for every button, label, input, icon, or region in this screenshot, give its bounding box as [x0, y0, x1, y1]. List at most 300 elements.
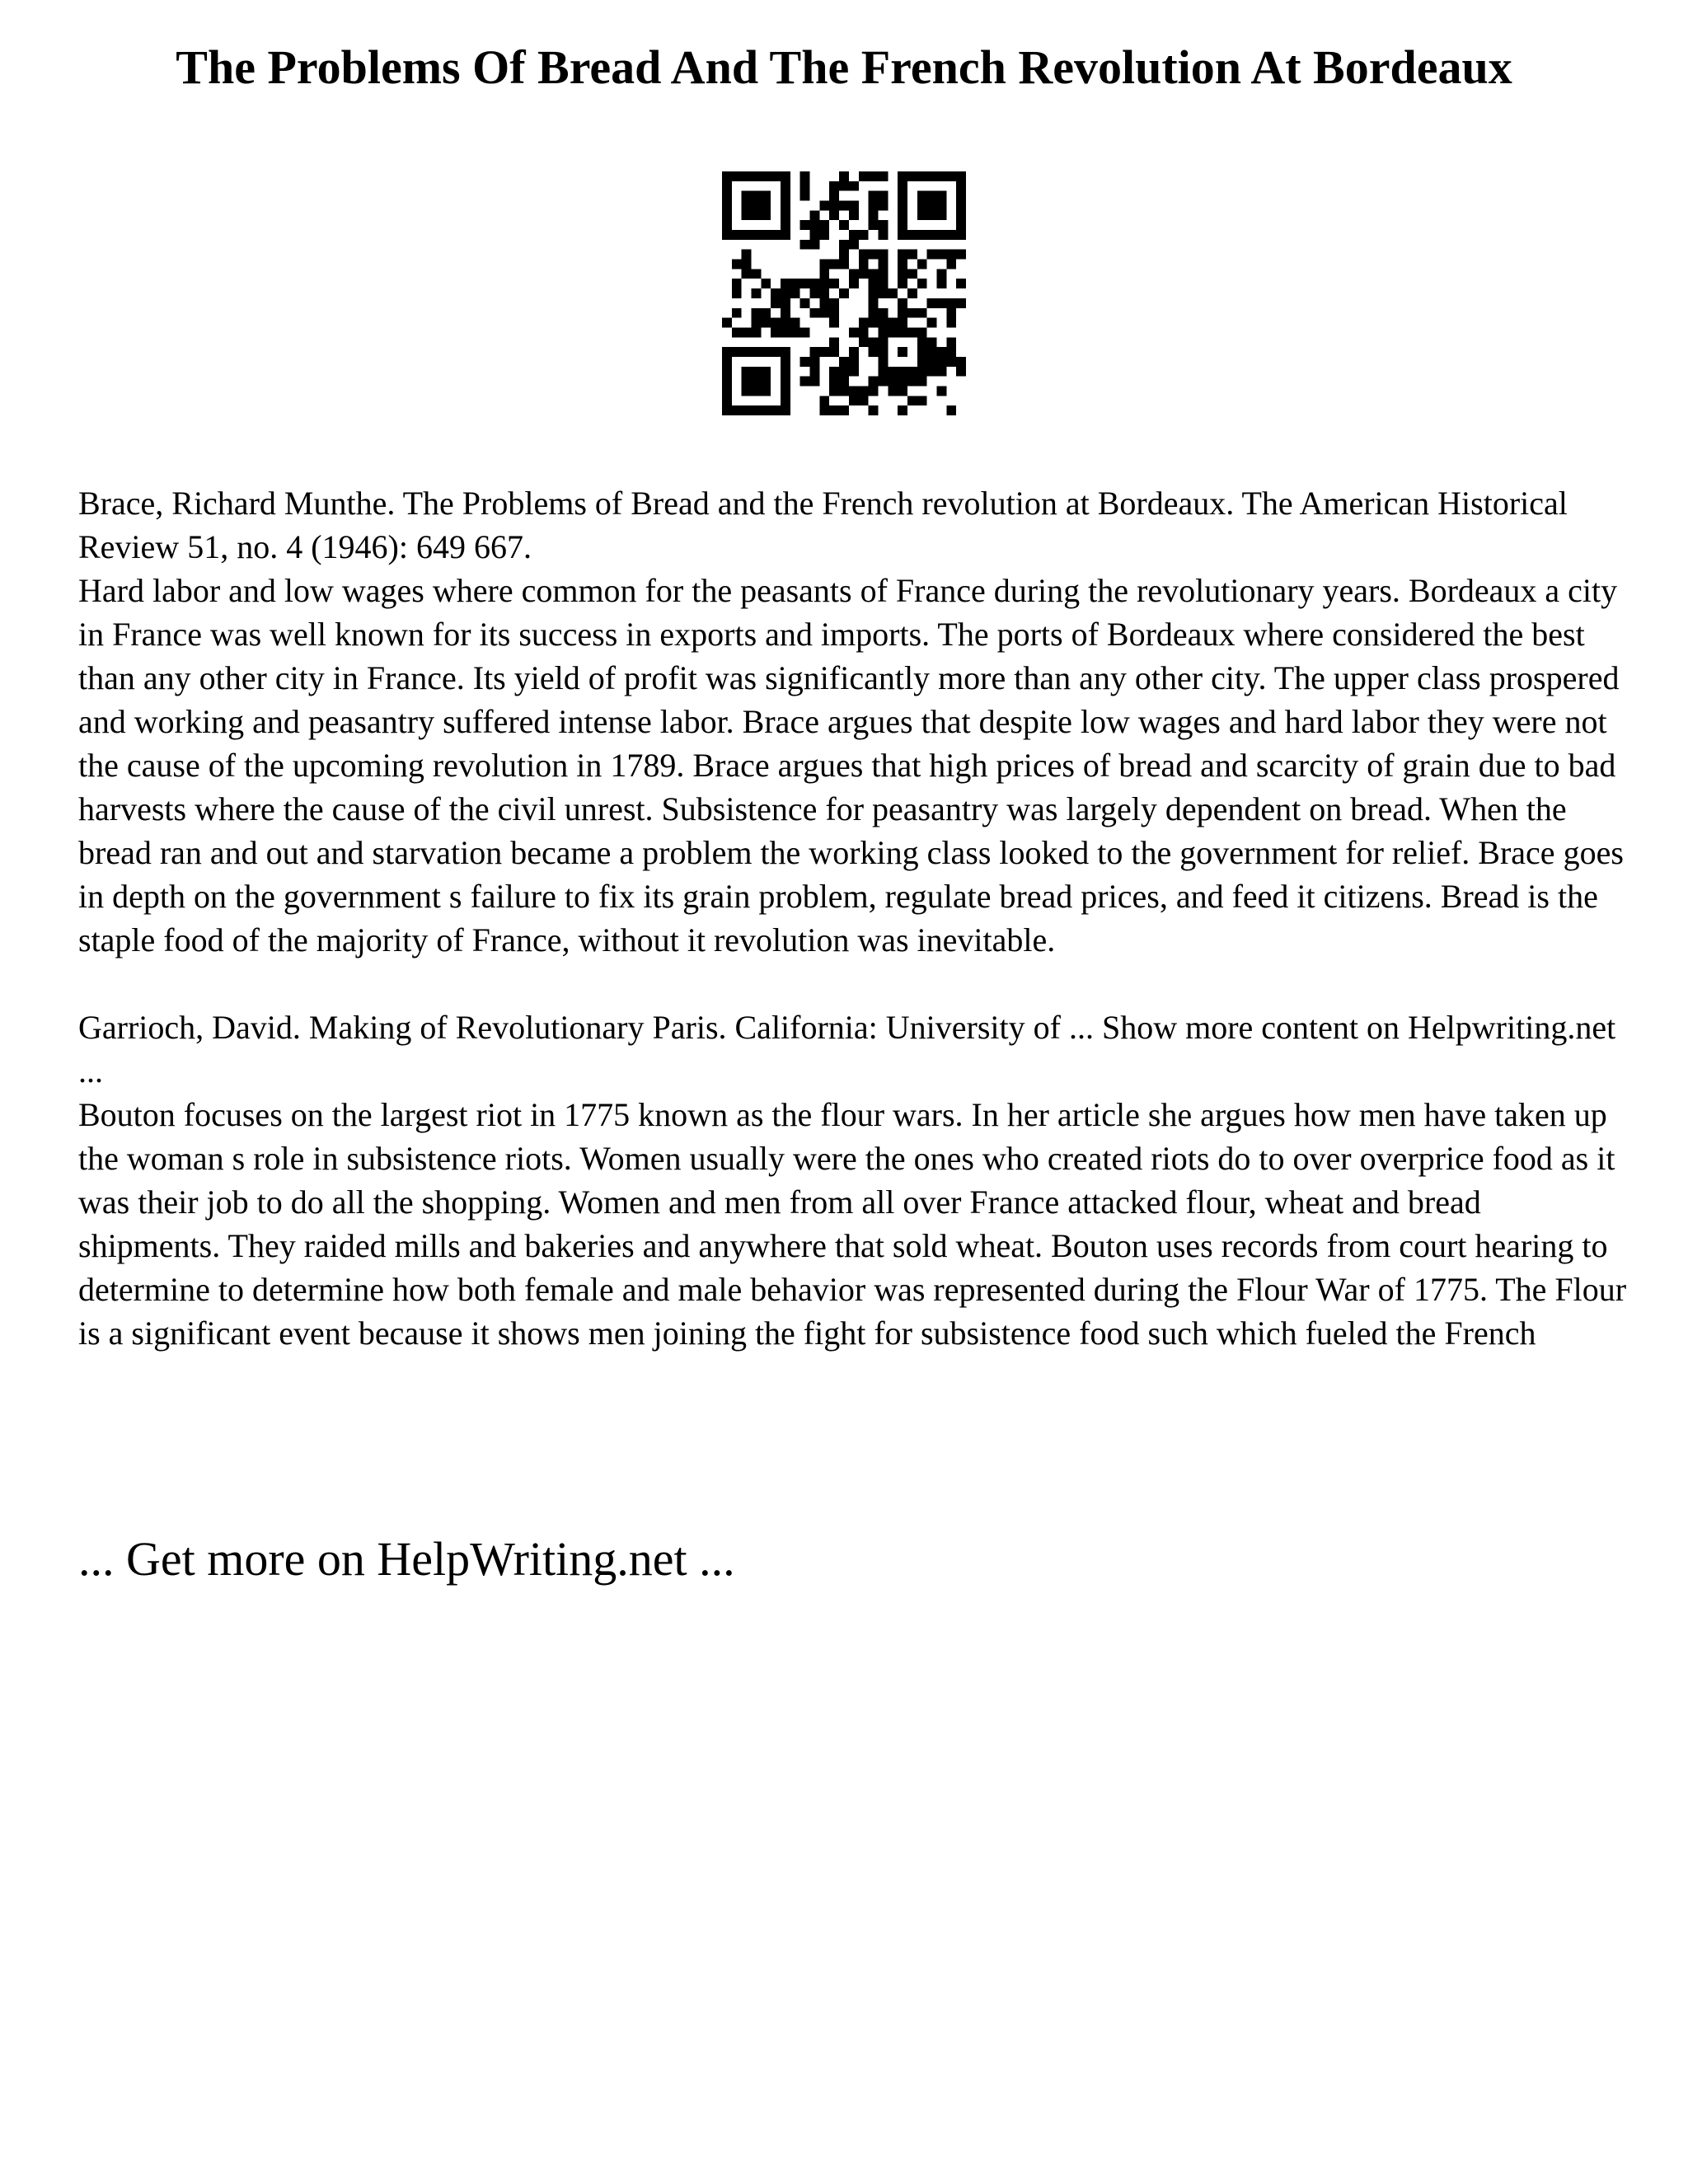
qr-module: [927, 230, 937, 240]
qr-module: [898, 171, 907, 181]
qr-module: [781, 405, 790, 415]
qr-module: [790, 279, 800, 288]
qr-module: [790, 327, 800, 337]
qr-module: [829, 279, 839, 288]
get-more-link[interactable]: ... Get more on HelpWriting.net ...: [78, 1532, 735, 1586]
qr-module: [849, 181, 859, 191]
qr-module: [800, 377, 810, 387]
qr-module: [907, 171, 917, 181]
qr-module: [839, 357, 849, 367]
qr-module: [761, 201, 771, 211]
qr-module: [752, 171, 762, 181]
qr-module: [907, 288, 917, 298]
qr-module: [946, 308, 956, 318]
qr-module: [781, 377, 790, 387]
qr-module: [752, 308, 762, 318]
qr-module: [742, 377, 752, 387]
qr-module: [936, 201, 946, 211]
qr-module: [898, 347, 907, 357]
qr-module: [946, 337, 956, 347]
qr-module: [849, 396, 859, 405]
qr-module: [956, 181, 966, 191]
qr-module: [917, 367, 927, 377]
qr-module: [761, 318, 771, 328]
qr-module: [898, 327, 907, 337]
qr-module: [917, 396, 927, 405]
qr-module: [898, 298, 907, 308]
qr-module: [878, 201, 888, 211]
qr-module: [849, 201, 859, 211]
qr-module: [839, 250, 849, 260]
qr-module: [819, 298, 829, 308]
qr-module: [878, 250, 888, 260]
qr-module: [849, 269, 859, 279]
paragraph-spacer: [78, 962, 1628, 1005]
qr-module: [927, 357, 937, 367]
qr-module: [742, 171, 752, 181]
page-title: The Problems Of Bread And The French Revolution At Bordeaux: [176, 40, 1512, 94]
qr-module: [761, 347, 771, 357]
qr-module: [781, 308, 790, 318]
qr-module: [869, 405, 879, 415]
qr-module: [761, 171, 771, 181]
qr-module: [956, 367, 966, 377]
qr-module: [752, 377, 762, 387]
qr-module: [907, 230, 917, 240]
qr-module: [888, 386, 898, 396]
qr-module: [839, 171, 849, 181]
qr-module: [722, 220, 732, 230]
qr-module: [956, 171, 966, 181]
qr-module: [869, 298, 879, 308]
qr-module: [810, 240, 820, 250]
qr-module: [956, 357, 966, 367]
qr-module: [917, 337, 927, 347]
qr-module: [829, 260, 839, 269]
qr-module: [810, 230, 820, 240]
qr-module: [869, 171, 879, 181]
qr-module: [907, 377, 917, 387]
qr-module: [722, 171, 732, 181]
qr-module: [819, 405, 829, 415]
qr-module: [781, 181, 790, 191]
qr-module: [829, 367, 839, 377]
qr-module: [898, 367, 907, 377]
qr-module: [752, 405, 762, 415]
qr-module: [800, 171, 810, 181]
qr-module: [907, 308, 917, 318]
qr-module: [829, 318, 839, 328]
qr-module: [878, 269, 888, 279]
qr-module: [800, 191, 810, 201]
qr-module: [800, 240, 810, 250]
qr-module: [810, 279, 820, 288]
qr-module: [898, 260, 907, 269]
qr-module: [781, 367, 790, 377]
qr-module: [781, 318, 790, 328]
qr-module: [829, 201, 839, 211]
qr-module: [869, 308, 879, 318]
qr-module: [878, 288, 888, 298]
qr-module: [917, 347, 927, 357]
qr-module: [819, 230, 829, 240]
qr-module: [742, 260, 752, 269]
qr-module: [917, 279, 927, 288]
qr-module: [917, 260, 927, 269]
qr-module: [819, 260, 829, 269]
qr-module: [781, 230, 790, 240]
qr-module: [781, 279, 790, 288]
qr-module: [752, 210, 762, 220]
qr-module: [869, 347, 879, 357]
qr-module: [859, 327, 869, 337]
qr-module: [946, 171, 956, 181]
qr-module: [781, 347, 790, 357]
qr-module: [810, 308, 820, 318]
qr-module: [907, 396, 917, 405]
qr-module: [771, 318, 781, 328]
citation-paragraph-brace: Brace, Richard Munthe. The Problems of Bread and the French revolution at Bordeaux. The American Historical Review 51, no. 4 (1946): 649 667.: [78, 485, 1568, 565]
qr-module: [829, 210, 839, 220]
qr-module: [790, 318, 800, 328]
qr-module: [829, 405, 839, 415]
qr-module: [927, 250, 937, 260]
qr-module: [917, 377, 927, 387]
qr-module: [839, 181, 849, 191]
qr-module: [761, 191, 771, 201]
qr-module: [917, 357, 927, 367]
qr-module: [829, 191, 839, 201]
qr-module: [722, 347, 732, 357]
qr-module: [839, 386, 849, 396]
qr-module: [839, 367, 849, 377]
qr-module: [888, 367, 898, 377]
qr-module: [849, 240, 859, 250]
qr-module: [752, 327, 762, 337]
qr-module: [839, 405, 849, 415]
qr-module: [907, 327, 917, 337]
qr-module: [800, 220, 810, 230]
qr-module: [898, 279, 907, 288]
qr-module: [946, 405, 956, 415]
qr-module: [839, 201, 849, 211]
qr-module: [761, 377, 771, 387]
qr-module: [819, 288, 829, 298]
qr-module: [722, 367, 732, 377]
qr-module: [927, 201, 937, 211]
qr-module: [819, 396, 829, 405]
qr-module: [722, 201, 732, 211]
qr-module: [878, 347, 888, 357]
qr-module: [752, 367, 762, 377]
qr-module: [752, 288, 762, 298]
qr-module: [810, 288, 820, 298]
qr-module: [936, 210, 946, 220]
qr-module: [742, 201, 752, 211]
qr-module: [732, 308, 742, 318]
qr-module: [732, 260, 742, 269]
qr-module: [936, 347, 946, 357]
qr-module: [956, 191, 966, 201]
qr-module: [936, 386, 946, 396]
qr-module: [781, 357, 790, 367]
qr-module: [869, 279, 879, 288]
qr-module: [878, 191, 888, 201]
qr-module: [898, 230, 907, 240]
qr-module: [917, 191, 927, 201]
qr-module: [722, 377, 732, 387]
qr-module: [819, 220, 829, 230]
qr-module: [839, 220, 849, 230]
qr-module: [869, 377, 879, 387]
qr-module: [927, 210, 937, 220]
qr-module: [810, 210, 820, 220]
qr-module: [849, 357, 859, 367]
qr-module: [936, 367, 946, 377]
qr-module: [927, 191, 937, 201]
qr-module: [800, 327, 810, 337]
qr-module: [917, 171, 927, 181]
qr-module: [761, 210, 771, 220]
qr-module: [917, 201, 927, 211]
qr-module: [839, 240, 849, 250]
qr-module: [819, 269, 829, 279]
qr-module: [752, 318, 762, 328]
qr-module: [936, 269, 946, 279]
qr-module: [898, 405, 907, 415]
qr-module: [859, 318, 869, 328]
qr-module: [888, 327, 898, 337]
qr-module: [898, 181, 907, 191]
qr-module: [917, 210, 927, 220]
qr-code-icon: [722, 171, 966, 415]
qr-module: [742, 327, 752, 337]
qr-module: [800, 181, 810, 191]
qr-module: [829, 386, 839, 396]
qr-module: [869, 318, 879, 328]
qr-module: [936, 191, 946, 201]
qr-module: [790, 288, 800, 298]
qr-module: [781, 288, 790, 298]
qr-module: [878, 318, 888, 328]
qr-module: [781, 396, 790, 405]
qr-module: [722, 318, 732, 328]
qr-module: [869, 269, 879, 279]
qr-module: [810, 347, 820, 357]
qr-module: [761, 386, 771, 396]
qr-module: [878, 230, 888, 240]
qr-module: [898, 201, 907, 211]
qr-module: [898, 191, 907, 201]
qr-module: [752, 191, 762, 201]
qr-module: [907, 269, 917, 279]
qr-module: [869, 220, 879, 230]
qr-module: [752, 230, 762, 240]
qr-module: [859, 337, 869, 347]
qr-module: [761, 308, 771, 318]
qr-module: [732, 327, 742, 337]
qr-module: [859, 260, 869, 269]
qr-module: [752, 386, 762, 396]
qr-module: [859, 230, 869, 240]
qr-module: [946, 250, 956, 260]
qr-module: [722, 230, 732, 240]
qr-module: [869, 250, 879, 260]
qr-module: [936, 357, 946, 367]
qr-module: [761, 230, 771, 240]
qr-module: [810, 367, 820, 377]
qr-module: [781, 220, 790, 230]
qr-module: [927, 318, 937, 328]
qr-module: [849, 210, 859, 220]
qr-module: [839, 377, 849, 387]
qr-module: [898, 386, 907, 396]
qr-module: [869, 337, 879, 347]
qr-module: [946, 357, 956, 367]
qr-module: [936, 250, 946, 260]
qr-module: [878, 171, 888, 181]
qr-module: [956, 279, 966, 288]
qr-module: [742, 269, 752, 279]
qr-module: [781, 171, 790, 181]
qr-module: [839, 288, 849, 298]
qr-module: [732, 279, 742, 288]
qr-module: [956, 201, 966, 211]
qr-module: [927, 171, 937, 181]
qr-module: [927, 347, 937, 357]
qr-module: [742, 347, 752, 357]
qr-module: [888, 318, 898, 328]
qr-module: [849, 279, 859, 288]
qr-module: [819, 201, 829, 211]
qr-module: [829, 377, 839, 387]
qr-module: [898, 220, 907, 230]
qr-module: [956, 210, 966, 220]
qr-module: [722, 386, 732, 396]
qr-module: [849, 230, 859, 240]
qr-module: [878, 220, 888, 230]
qr-module: [781, 210, 790, 220]
qr-module: [810, 220, 820, 230]
qr-module: [752, 347, 762, 357]
qr-module: [771, 327, 781, 337]
qr-module: [869, 201, 879, 211]
qr-module: [878, 357, 888, 367]
qr-module: [878, 337, 888, 347]
qr-module: [771, 405, 781, 415]
qr-module: [956, 298, 966, 308]
qr-module: [732, 230, 742, 240]
qr-module: [829, 181, 839, 191]
qr-module: [829, 337, 839, 347]
qr-module: [878, 260, 888, 269]
qr-module: [917, 230, 927, 240]
qr-module: [878, 279, 888, 288]
qr-module: [742, 191, 752, 201]
qr-module: [742, 250, 752, 260]
qr-module: [878, 308, 888, 318]
qr-module: [859, 396, 869, 405]
summary-paragraph-bouton: Bouton focuses on the largest riot in 1775 known as the flour wars. In her article she argues how men have taken up the woman s role in subsistence riots. Women usually were the ones who created riots do to over overprice food as it was their job to do all the shopping. Women and men from all over France attacked flour, wheat and bread shipments. They raided mills and bakeries and anywhere that sold wheat. Bouton uses records from court hearing to determine to determine how both female and male behavior was represented during the Flour War of 1775. The Flour is a significant event because it shows men joining the fight for subsistence food such which fueled the French: [78, 1096, 1627, 1352]
qr-module: [761, 367, 771, 377]
qr-module: [752, 201, 762, 211]
qr-module: [878, 327, 888, 337]
document-body: [78, 481, 1628, 1355]
qr-module: [781, 327, 790, 337]
qr-module: [907, 250, 917, 260]
qr-module: [810, 357, 820, 367]
qr-module: [898, 250, 907, 260]
qr-module: [722, 191, 732, 201]
qr-module: [810, 377, 820, 387]
qr-module: [859, 386, 869, 396]
qr-module: [829, 298, 839, 308]
qr-module: [722, 210, 732, 220]
qr-module: [781, 386, 790, 396]
qr-module: [898, 269, 907, 279]
qr-module: [888, 288, 898, 298]
qr-module: [898, 377, 907, 387]
qr-module: [742, 230, 752, 240]
qr-module: [936, 298, 946, 308]
qr-module: [722, 396, 732, 405]
qr-module: [722, 405, 732, 415]
qr-module: [742, 367, 752, 377]
qr-module: [888, 377, 898, 387]
qr-module: [878, 367, 888, 377]
qr-module: [732, 288, 742, 298]
qr-module: [927, 367, 937, 377]
qr-module: [742, 386, 752, 396]
qr-module: [752, 269, 762, 279]
qr-module: [869, 210, 879, 220]
qr-module: [800, 298, 810, 308]
citation-paragraph-garrioch: Garrioch, David. Making of Revolutionary Paris. California: University of ... Show more content on Helpwriting.net ...: [78, 1009, 1616, 1090]
qr-module: [761, 279, 771, 288]
qr-module: [722, 181, 732, 191]
qr-module: [771, 171, 781, 181]
qr-module: [742, 210, 752, 220]
qr-module: [849, 347, 859, 357]
qr-module: [732, 347, 742, 357]
qr-module: [819, 308, 829, 318]
qr-module: [869, 191, 879, 201]
qr-module: [732, 171, 742, 181]
qr-module: [946, 318, 956, 328]
qr-module: [878, 377, 888, 387]
qr-module: [956, 220, 966, 230]
qr-module: [936, 171, 946, 181]
qr-module: [917, 308, 927, 318]
qr-module: [936, 230, 946, 240]
qr-module: [839, 260, 849, 269]
qr-module: [819, 347, 829, 357]
qr-module: [859, 269, 869, 279]
qr-module: [800, 357, 810, 367]
qr-module: [898, 210, 907, 220]
qr-module: [869, 288, 879, 298]
qr-module: [819, 279, 829, 288]
qr-module: [771, 288, 781, 298]
qr-module: [800, 279, 810, 288]
qr-module: [859, 171, 869, 181]
qr-module: [927, 337, 937, 347]
qr-module: [907, 367, 917, 377]
qr-module: [771, 298, 781, 308]
qr-module: [771, 230, 781, 240]
qr-module: [829, 308, 839, 318]
qr-module: [771, 347, 781, 357]
